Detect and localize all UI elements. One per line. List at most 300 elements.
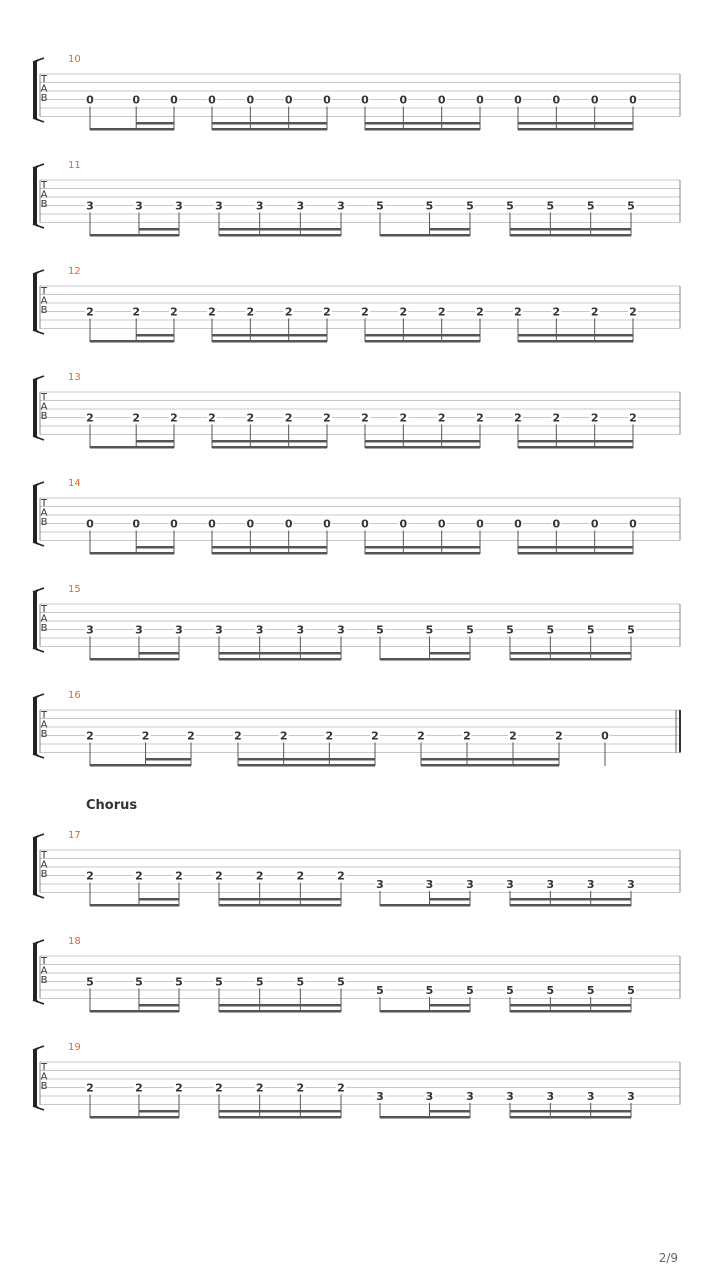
fret-number: 3 bbox=[296, 199, 305, 213]
fret-number: 2 bbox=[514, 305, 522, 319]
fret-number: 5 bbox=[586, 199, 595, 213]
fret-number: 0 bbox=[514, 93, 522, 107]
tab-clef-letter: T bbox=[40, 710, 48, 721]
fret-number: 2 bbox=[279, 729, 288, 743]
fret-number: 2 bbox=[437, 411, 446, 425]
fret-number: 2 bbox=[590, 411, 599, 425]
measure-number: 10 bbox=[68, 54, 81, 65]
beam-primary bbox=[518, 128, 633, 131]
fret-number: 5 bbox=[506, 984, 514, 997]
beam-primary bbox=[212, 552, 327, 555]
fret-number: 5 bbox=[546, 199, 555, 213]
fret-number: 0 bbox=[437, 93, 446, 107]
fret-number: 0 bbox=[590, 517, 599, 531]
fret-number: 0 bbox=[284, 517, 293, 531]
fret-number: 2 bbox=[246, 411, 255, 425]
fret-number: 0 bbox=[399, 517, 408, 531]
beam-secondary bbox=[212, 546, 327, 549]
fret-number: 0 bbox=[552, 517, 561, 531]
fret-number: 2 bbox=[437, 305, 446, 319]
beam-primary bbox=[219, 1116, 341, 1119]
measure-number: 17 bbox=[68, 830, 81, 841]
bracket-bottom-hook bbox=[33, 754, 44, 758]
fret-number: 2 bbox=[337, 869, 345, 883]
fret-number: 2 bbox=[132, 411, 141, 425]
fret-number: 2 bbox=[135, 869, 143, 883]
fret-number: 2 bbox=[552, 305, 561, 319]
beam-primary bbox=[380, 1010, 470, 1013]
fret-number: 3 bbox=[586, 1090, 595, 1103]
fret-number: 3 bbox=[466, 1090, 474, 1103]
beam-secondary bbox=[136, 546, 174, 549]
beam-primary bbox=[518, 552, 633, 555]
beam-primary bbox=[90, 234, 179, 237]
beam-primary bbox=[510, 234, 631, 237]
fret-number: 2 bbox=[417, 729, 425, 743]
measure-number: 11 bbox=[68, 160, 81, 171]
system-bracket bbox=[34, 272, 38, 332]
beam-secondary bbox=[510, 228, 631, 231]
fret-number: 3 bbox=[215, 199, 223, 213]
tab-system bbox=[33, 266, 680, 343]
tab-system bbox=[33, 584, 680, 661]
beam-primary bbox=[90, 764, 191, 767]
fret-number: 2 bbox=[323, 411, 331, 425]
fret-number: 3 bbox=[175, 623, 183, 637]
fret-number: 0 bbox=[514, 517, 522, 531]
tab-system bbox=[33, 372, 680, 449]
fret-number: 5 bbox=[376, 623, 384, 637]
fret-number: 2 bbox=[170, 305, 178, 319]
system-bracket bbox=[34, 1048, 38, 1108]
beam-secondary bbox=[212, 440, 327, 443]
measure-number: 16 bbox=[68, 690, 81, 701]
bracket-top-hook bbox=[33, 1046, 44, 1050]
beam-primary bbox=[219, 234, 341, 237]
tab-clef-letter: T bbox=[40, 74, 48, 85]
fret-number: 2 bbox=[514, 411, 522, 425]
fret-number: 0 bbox=[132, 517, 141, 531]
fret-number: 0 bbox=[476, 517, 484, 531]
fret-number: 2 bbox=[132, 305, 141, 319]
fret-number: 5 bbox=[296, 975, 305, 989]
beam-secondary bbox=[518, 546, 633, 549]
fret-number: 0 bbox=[361, 517, 369, 531]
beam-secondary bbox=[139, 228, 179, 231]
beam-primary bbox=[510, 1010, 631, 1013]
beam-primary bbox=[365, 128, 480, 131]
tab-clef-letter: B bbox=[40, 93, 48, 104]
fret-number: 3 bbox=[296, 623, 305, 637]
tab-clef-letter: T bbox=[40, 1062, 48, 1073]
beam-primary bbox=[380, 904, 470, 907]
fret-number: 2 bbox=[86, 869, 94, 883]
fret-number: 5 bbox=[627, 623, 635, 637]
beam-primary bbox=[90, 1116, 179, 1119]
bracket-top-hook bbox=[33, 482, 44, 486]
bracket-top-hook bbox=[33, 58, 44, 62]
system-bracket bbox=[34, 484, 38, 544]
fret-number: 0 bbox=[208, 93, 216, 107]
fret-number: 3 bbox=[546, 878, 555, 891]
fret-number: 3 bbox=[425, 1090, 434, 1103]
fret-number: 2 bbox=[361, 411, 369, 425]
tab-clef-letter: A bbox=[40, 507, 48, 519]
beam-secondary bbox=[430, 652, 471, 655]
fret-number: 2 bbox=[476, 411, 484, 425]
fret-number: 3 bbox=[175, 199, 183, 213]
fret-number: 2 bbox=[337, 1081, 345, 1095]
fret-number: 5 bbox=[466, 623, 474, 637]
fret-number: 0 bbox=[629, 93, 637, 107]
beam-primary bbox=[380, 234, 470, 237]
fret-number: 2 bbox=[86, 305, 94, 319]
beam-primary bbox=[219, 1010, 341, 1013]
beam-primary bbox=[90, 446, 174, 449]
fret-number: 2 bbox=[255, 1081, 264, 1095]
beam-secondary bbox=[365, 546, 480, 549]
fret-number: 2 bbox=[86, 1081, 94, 1095]
fret-number: 2 bbox=[208, 305, 216, 319]
beam-secondary bbox=[421, 758, 559, 761]
beam-secondary bbox=[136, 334, 174, 337]
fret-number: 0 bbox=[170, 93, 178, 107]
bracket-bottom-hook bbox=[33, 436, 44, 440]
fret-number: 0 bbox=[437, 517, 446, 531]
fret-number: 2 bbox=[590, 305, 599, 319]
bracket-bottom-hook bbox=[33, 542, 44, 546]
beam-secondary bbox=[146, 758, 191, 761]
fret-number: 5 bbox=[425, 623, 434, 637]
fret-number: 5 bbox=[546, 623, 555, 637]
tab-clef-letter: A bbox=[40, 295, 48, 307]
fret-number: 2 bbox=[629, 411, 637, 425]
bracket-bottom-hook bbox=[33, 1106, 44, 1110]
tab-system bbox=[33, 936, 680, 1013]
measure-number: 12 bbox=[68, 266, 81, 277]
beam-primary bbox=[518, 446, 633, 449]
beam-secondary bbox=[365, 122, 480, 125]
fret-number: 0 bbox=[208, 517, 216, 531]
fret-number: 3 bbox=[546, 1090, 555, 1103]
fret-number: 3 bbox=[425, 878, 434, 891]
beam-primary bbox=[380, 658, 470, 661]
fret-number: 3 bbox=[255, 199, 264, 213]
tab-clef-letter: A bbox=[40, 613, 48, 625]
fret-number: 5 bbox=[586, 623, 595, 637]
tab-clef-letter: B bbox=[40, 199, 48, 210]
bracket-top-hook bbox=[33, 270, 44, 274]
fret-number: 2 bbox=[141, 729, 150, 743]
fret-number: 2 bbox=[170, 411, 178, 425]
system-bracket bbox=[34, 836, 38, 896]
tab-clef-letter: B bbox=[40, 1081, 48, 1092]
tab-clef-letter: T bbox=[40, 286, 48, 297]
beam-primary bbox=[380, 1116, 470, 1119]
beam-secondary bbox=[430, 1110, 471, 1113]
fret-number: 3 bbox=[466, 878, 474, 891]
bracket-bottom-hook bbox=[33, 648, 44, 652]
fret-number: 2 bbox=[361, 305, 369, 319]
tab-clef-letter: B bbox=[40, 305, 48, 316]
beam-secondary bbox=[510, 1004, 631, 1007]
fret-number: 5 bbox=[425, 199, 434, 213]
beam-primary bbox=[90, 904, 179, 907]
fret-number: 5 bbox=[215, 975, 223, 989]
tab-clef-letter: B bbox=[40, 517, 48, 528]
bracket-bottom-hook bbox=[33, 894, 44, 898]
fret-number: 5 bbox=[506, 623, 514, 637]
fret-number: 2 bbox=[208, 411, 216, 425]
measure-number: 15 bbox=[68, 584, 81, 595]
fret-number: 3 bbox=[627, 878, 635, 891]
tab-clef-letter: T bbox=[40, 392, 48, 403]
tab-system bbox=[33, 160, 680, 237]
page-number: 2/9 bbox=[658, 1251, 678, 1265]
fret-number: 2 bbox=[284, 411, 293, 425]
measure-number: 14 bbox=[68, 478, 81, 489]
fret-number: 2 bbox=[509, 729, 517, 743]
system-bracket bbox=[34, 166, 38, 226]
fret-number: 2 bbox=[255, 869, 264, 883]
beam-primary bbox=[238, 764, 375, 767]
tab-system bbox=[33, 1042, 680, 1119]
beam-secondary bbox=[219, 228, 341, 231]
bracket-top-hook bbox=[33, 694, 44, 698]
fret-number: 5 bbox=[627, 199, 635, 213]
tab-clef-letter: B bbox=[40, 623, 48, 634]
beam-primary bbox=[90, 128, 174, 131]
beam-secondary bbox=[365, 334, 480, 337]
fret-number: 5 bbox=[175, 975, 183, 989]
beam-secondary bbox=[219, 1110, 341, 1113]
beam-primary bbox=[90, 552, 174, 555]
beam-secondary bbox=[430, 1004, 471, 1007]
beam-primary bbox=[212, 340, 327, 343]
tab-system bbox=[33, 690, 680, 767]
tab-clef-letter: T bbox=[40, 180, 48, 191]
fret-number: 2 bbox=[175, 1081, 183, 1095]
beam-secondary bbox=[518, 122, 633, 125]
beam-secondary bbox=[510, 898, 631, 901]
fret-number: 2 bbox=[463, 729, 471, 743]
fret-number: 3 bbox=[376, 878, 384, 891]
tab-clef-letter: A bbox=[40, 859, 48, 871]
fret-number: 2 bbox=[234, 729, 242, 743]
beam-primary bbox=[219, 658, 341, 661]
fret-number: 2 bbox=[215, 869, 223, 883]
fret-number: 2 bbox=[215, 1081, 223, 1095]
fret-number: 5 bbox=[506, 199, 514, 213]
fret-number: 2 bbox=[399, 411, 408, 425]
fret-number: 0 bbox=[629, 517, 637, 531]
fret-number: 5 bbox=[376, 984, 384, 997]
fret-number: 2 bbox=[284, 305, 293, 319]
fret-number: 0 bbox=[246, 517, 255, 531]
system-bracket bbox=[34, 378, 38, 438]
fret-number: 2 bbox=[296, 1081, 305, 1095]
fret-number: 2 bbox=[325, 729, 334, 743]
beam-primary bbox=[90, 340, 174, 343]
fret-number: 2 bbox=[86, 411, 94, 425]
fret-number: 5 bbox=[135, 975, 143, 989]
fret-number: 3 bbox=[376, 1090, 384, 1103]
tab-clef-letter: A bbox=[40, 719, 48, 731]
fret-number: 3 bbox=[506, 1090, 514, 1103]
tab-clef-letter: A bbox=[40, 401, 48, 413]
beam-primary bbox=[219, 904, 341, 907]
tab-system bbox=[33, 478, 680, 555]
tab-clef-letter: A bbox=[40, 965, 48, 977]
beam-primary bbox=[518, 340, 633, 343]
section-title: Chorus bbox=[86, 798, 138, 813]
measure-number: 13 bbox=[68, 372, 81, 383]
beam-primary bbox=[510, 658, 631, 661]
beam-secondary bbox=[430, 898, 471, 901]
fret-number: 0 bbox=[284, 93, 293, 107]
fret-number: 3 bbox=[86, 623, 94, 637]
fret-number: 0 bbox=[132, 93, 141, 107]
beam-primary bbox=[510, 904, 631, 907]
fret-number: 2 bbox=[476, 305, 484, 319]
beam-secondary bbox=[139, 898, 179, 901]
bracket-top-hook bbox=[33, 588, 44, 592]
fret-number: 2 bbox=[552, 411, 561, 425]
beam-secondary bbox=[219, 1004, 341, 1007]
system-bracket bbox=[34, 942, 38, 1002]
fret-number: 0 bbox=[476, 93, 484, 107]
system-bracket bbox=[34, 590, 38, 650]
beam-secondary bbox=[518, 334, 633, 337]
fret-number: 3 bbox=[86, 199, 94, 213]
beam-secondary bbox=[136, 440, 174, 443]
beam-primary bbox=[212, 128, 327, 131]
fret-number: 0 bbox=[170, 517, 178, 531]
fret-number: 5 bbox=[586, 984, 595, 997]
tab-clef-letter: B bbox=[40, 411, 48, 422]
measure-number: 18 bbox=[68, 936, 81, 947]
fret-number: 0 bbox=[552, 93, 561, 107]
tab-clef-letter: A bbox=[40, 83, 48, 95]
bracket-bottom-hook bbox=[33, 224, 44, 228]
beam-secondary bbox=[219, 898, 341, 901]
fret-number: 0 bbox=[601, 729, 609, 743]
beam-primary bbox=[90, 658, 179, 661]
beam-secondary bbox=[139, 1110, 179, 1113]
fret-number: 2 bbox=[175, 869, 183, 883]
fret-number: 5 bbox=[546, 984, 555, 997]
system-bracket bbox=[34, 696, 38, 756]
beam-secondary bbox=[212, 334, 327, 337]
fret-number: 0 bbox=[323, 517, 331, 531]
fret-number: 3 bbox=[135, 199, 143, 213]
fret-number: 0 bbox=[399, 93, 408, 107]
fret-number: 2 bbox=[399, 305, 408, 319]
fret-number: 3 bbox=[627, 1090, 635, 1103]
tab-clef-letter: T bbox=[40, 604, 48, 615]
beam-secondary bbox=[238, 758, 375, 761]
beam-secondary bbox=[365, 440, 480, 443]
fret-number: 5 bbox=[255, 975, 264, 989]
fret-number: 5 bbox=[425, 984, 434, 997]
beam-primary bbox=[365, 552, 480, 555]
fret-number: 0 bbox=[590, 93, 599, 107]
fret-number: 2 bbox=[246, 305, 255, 319]
fret-number: 0 bbox=[246, 93, 255, 107]
tab-clef-letter: B bbox=[40, 975, 48, 986]
fret-number: 3 bbox=[255, 623, 264, 637]
fret-number: 5 bbox=[337, 975, 345, 989]
beam-secondary bbox=[219, 652, 341, 655]
tab-clef-letter: B bbox=[40, 729, 48, 740]
bracket-top-hook bbox=[33, 834, 44, 838]
tab-system bbox=[33, 830, 680, 907]
fret-number: 2 bbox=[187, 729, 195, 743]
beam-secondary bbox=[136, 122, 174, 125]
beam-primary bbox=[212, 446, 327, 449]
tab-clef-letter: B bbox=[40, 869, 48, 880]
beam-secondary bbox=[518, 440, 633, 443]
bracket-top-hook bbox=[33, 376, 44, 380]
fret-number: 3 bbox=[506, 878, 514, 891]
fret-number: 5 bbox=[86, 975, 94, 989]
bracket-bottom-hook bbox=[33, 1000, 44, 1004]
fret-number: 0 bbox=[86, 93, 94, 107]
fret-number: 5 bbox=[376, 199, 384, 213]
beam-primary bbox=[90, 1010, 179, 1013]
fret-number: 2 bbox=[629, 305, 637, 319]
fret-number: 0 bbox=[361, 93, 369, 107]
tab-clef-letter: A bbox=[40, 189, 48, 201]
fret-number: 3 bbox=[135, 623, 143, 637]
fret-number: 0 bbox=[323, 93, 331, 107]
fret-number: 2 bbox=[323, 305, 331, 319]
beam-primary bbox=[365, 340, 480, 343]
tab-clef-letter: A bbox=[40, 1071, 48, 1083]
beam-secondary bbox=[139, 652, 179, 655]
beam-primary bbox=[510, 1116, 631, 1119]
beam-secondary bbox=[139, 1004, 179, 1007]
fret-number: 3 bbox=[215, 623, 223, 637]
fret-number: 5 bbox=[466, 199, 474, 213]
fret-number: 3 bbox=[586, 878, 595, 891]
tab-clef-letter: T bbox=[40, 956, 48, 967]
fret-number: 5 bbox=[466, 984, 474, 997]
tab-system bbox=[33, 54, 680, 131]
fret-number: 3 bbox=[337, 199, 345, 213]
beam-secondary bbox=[430, 228, 471, 231]
fret-number: 2 bbox=[86, 729, 94, 743]
tab-clef-letter: T bbox=[40, 498, 48, 509]
bracket-bottom-hook bbox=[33, 330, 44, 334]
fret-number: 3 bbox=[337, 623, 345, 637]
fret-number: 0 bbox=[86, 517, 94, 531]
beam-secondary bbox=[510, 652, 631, 655]
fret-number: 2 bbox=[371, 729, 379, 743]
fret-number: 2 bbox=[296, 869, 305, 883]
fret-number: 2 bbox=[135, 1081, 143, 1095]
bracket-bottom-hook bbox=[33, 118, 44, 122]
fret-number: 2 bbox=[555, 729, 563, 743]
tab-clef-letter: T bbox=[40, 850, 48, 861]
fret-number: 5 bbox=[627, 984, 635, 997]
system-bracket bbox=[34, 60, 38, 120]
beam-primary bbox=[421, 764, 559, 767]
bracket-top-hook bbox=[33, 940, 44, 944]
beam-secondary bbox=[510, 1110, 631, 1113]
measure-number: 19 bbox=[68, 1042, 81, 1053]
beam-secondary bbox=[212, 122, 327, 125]
